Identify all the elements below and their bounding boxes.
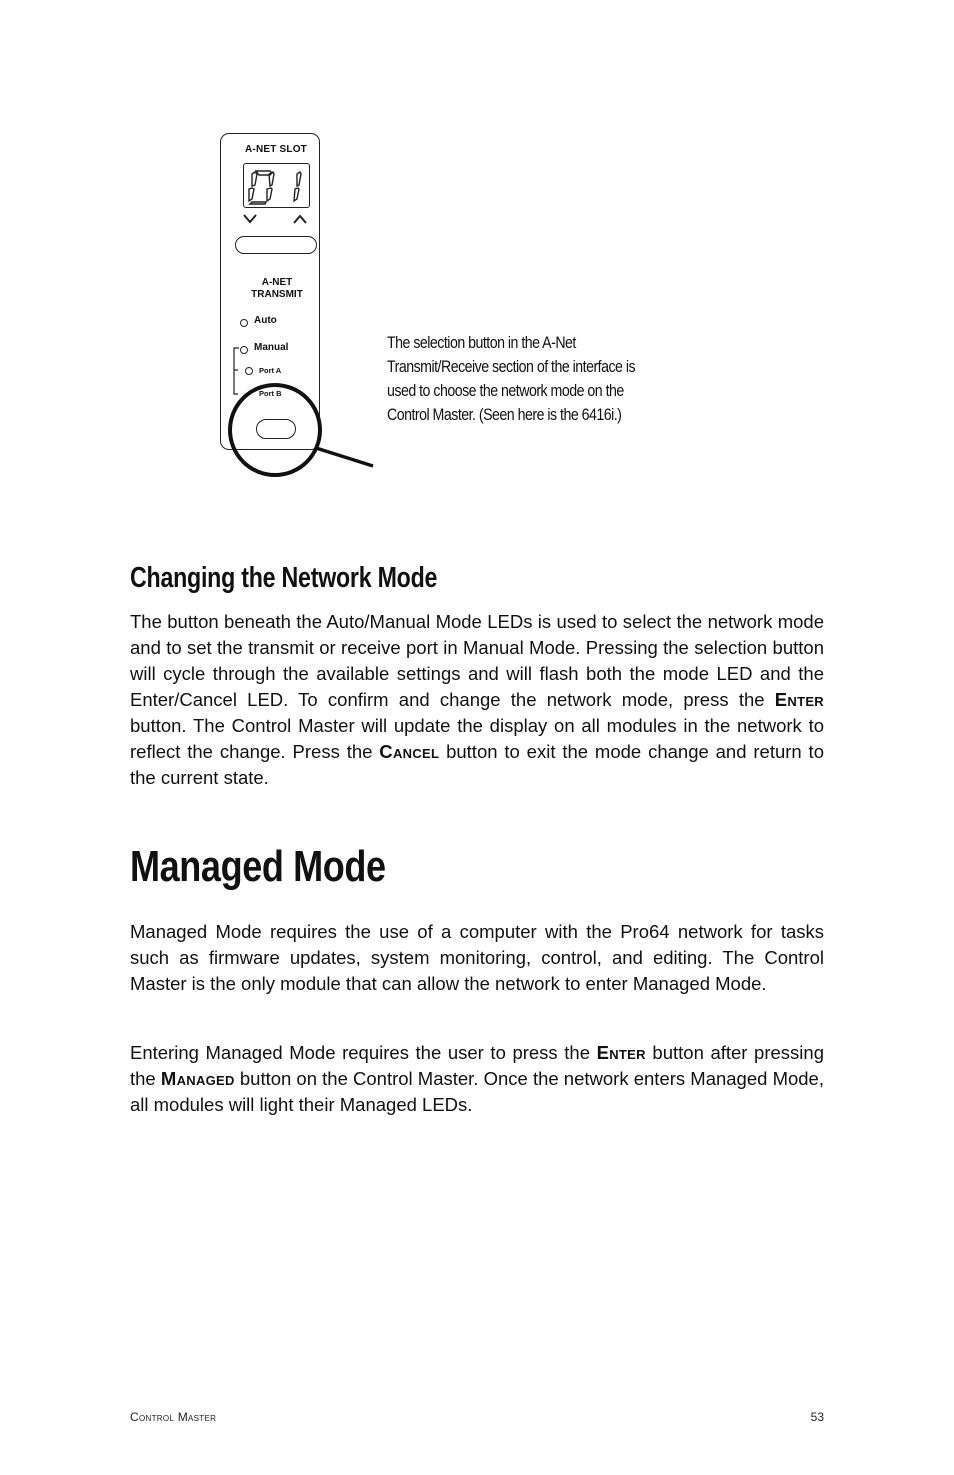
section-title-line1: A-NET [261,277,293,288]
page-number: 53 [810,1410,824,1424]
panel-title: A-NET SLOT [245,144,307,155]
section-heading-managed-mode: Managed Mode [130,842,386,891]
paragraph-changing-network-mode [130,609,824,791]
paragraph-managed-mode-requirements: Managed Mode requires the use of a computer with the Pro64 network for tasks such as firmware updates, system monitoring, control, and editing. The Control Master is the only module that can allow the network to enter Managed Mode. [130,921,824,994]
figure-caption: The selection button in the A-Net Transmit/Receive section of the interface is used to choose the network mode on the Control Master. (Seen here is the 6416i.) [387,334,636,424]
section-heading-changing-network-mode: Changing the Network Mode [130,562,438,594]
manual-led-label: Manual [254,342,289,353]
text-run: button to exit the mode change and return to the current state. [130,741,824,788]
port-b-led-label: Port B [259,389,282,398]
text-run: The button beneath the Auto/Manual Mode LEDs is used to select the network mode and to set the transmit or receive port in Manual Mode. Pressing the selection button will cycle through the available settings and will flash both the mode LED and the Enter/Cancel LED. To confirm and change the network mode, press the [130,611,824,710]
enter-button-reference: Enter [596,1042,646,1063]
enter-button-reference: Enter [774,689,824,710]
a-net-panel-figure [215,130,385,485]
paragraph-entering-managed-mode [130,1040,824,1118]
section-title-line2: TRANSMIT [251,289,303,300]
text-run: Entering Managed Mode requires the user to press the [130,1042,597,1063]
magnifier-callout-icon [215,130,385,485]
text-run: button. The Control Master will update the display on all modules in the network to reflect the change. Press the [130,715,824,762]
port-a-led-label: Port A [259,366,282,375]
auto-led-label: Auto [254,315,277,326]
text-run: button after pressing the [130,1042,824,1089]
cancel-button-reference: Cancel [379,741,440,762]
managed-button-reference: Managed [160,1068,235,1089]
text-run: button on the Control Master. Once the network enters Managed Mode, all modules will light their Managed LEDs. [130,1068,824,1115]
footer-document-title: Control Master [130,1410,217,1424]
